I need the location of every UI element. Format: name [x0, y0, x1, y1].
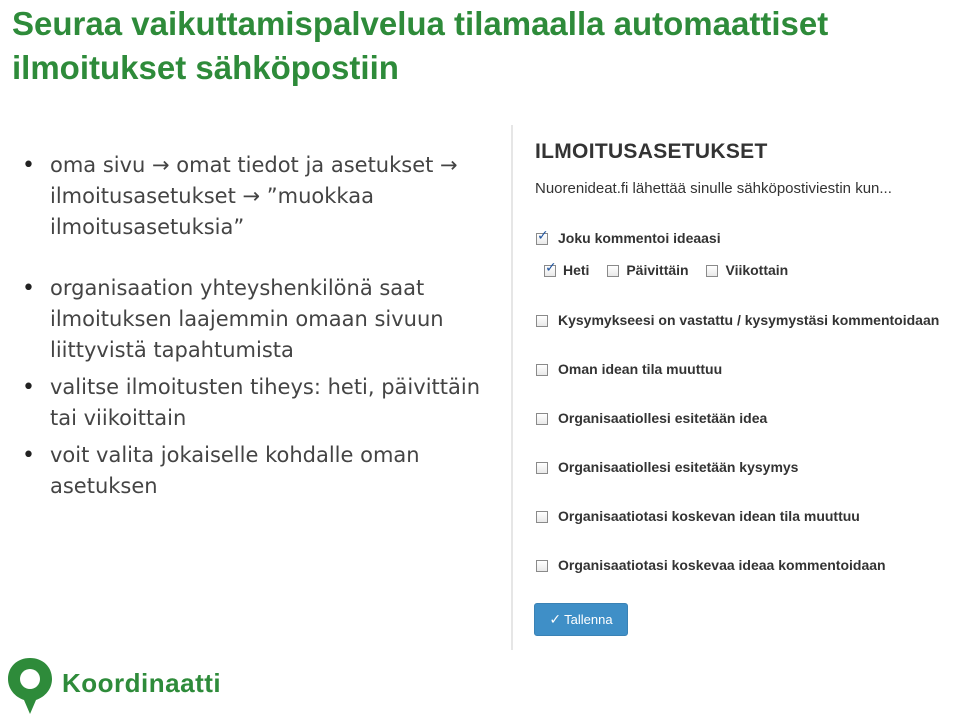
- checkbox[interactable]: [536, 364, 548, 376]
- page-title: [12, 2, 932, 90]
- list-item: • valitse ilmoitusten tiheys: heti, päivittäin tai viikoittain: [20, 372, 490, 434]
- save-label: Tallenna: [564, 612, 613, 627]
- option-label: Organisaatiotasi koskevan idean tila muuttuu: [558, 508, 860, 524]
- logo: [6, 656, 266, 716]
- frequency-options: [544, 262, 802, 278]
- option-org-question[interactable]: [536, 459, 798, 475]
- list-item: • oma sivu → omat tiedot ja asetukset → ilmoitusasetukset → ”muokkaa ilmoitusasetuksia”: [20, 150, 490, 243]
- frequency-label: Viikottain: [725, 262, 789, 278]
- option-org-idea-comment[interactable]: [536, 557, 886, 573]
- frequency-daily[interactable]: [607, 262, 688, 278]
- frequency-label: Heti: [563, 262, 590, 278]
- checkbox[interactable]: [536, 233, 548, 245]
- list-item: • voit valita jokaiselle kohdalle oman asetuksen: [20, 440, 490, 502]
- logo-text: Koordinaatti: [62, 668, 222, 698]
- divider: [511, 125, 513, 650]
- checkbox[interactable]: [706, 265, 718, 277]
- title-line-2: ilmoitukset sähköpostiin: [12, 49, 399, 86]
- frequency-weekly[interactable]: [706, 262, 788, 278]
- option-comment-on-idea[interactable]: [536, 230, 721, 246]
- checkbox[interactable]: [536, 511, 548, 523]
- checkbox[interactable]: [544, 265, 556, 277]
- option-label: Oman idean tila muuttuu: [558, 361, 723, 377]
- option-question-answered[interactable]: [536, 312, 939, 328]
- option-label: Joku kommentoi ideaasi: [558, 230, 721, 246]
- frequency-immediately[interactable]: [544, 262, 589, 278]
- option-label: Organisaatiotasi koskevaa ideaa kommentoidaan: [558, 557, 886, 573]
- title-line-1: Seuraa vaikuttamispalvelua tilamaalla automaattiset: [12, 5, 829, 42]
- panel-title: ILMOITUSASETUKSET: [535, 140, 768, 163]
- option-label: Organisaatiollesi esitetään kysymys: [558, 459, 799, 475]
- check-icon: ✓: [549, 611, 562, 628]
- option-org-idea-status[interactable]: [536, 508, 860, 524]
- list-item: • organisaation yhteyshenkilönä saat ilmoituksen laajemmin omaan sivuun liittyvistä tapahtumista: [20, 273, 490, 366]
- frequency-label: Päivittäin: [626, 262, 689, 278]
- checkbox[interactable]: [536, 560, 548, 572]
- checkbox[interactable]: [607, 265, 619, 277]
- option-own-idea-status[interactable]: [536, 361, 722, 377]
- save-button[interactable]: [534, 603, 628, 636]
- option-label: Kysymykseesi on vastattu / kysymystäsi kommentoidaan: [558, 312, 940, 328]
- instruction-list: [20, 150, 490, 502]
- checkbox[interactable]: [536, 413, 548, 425]
- checkbox[interactable]: [536, 315, 548, 327]
- checkbox[interactable]: [536, 462, 548, 474]
- option-org-idea[interactable]: [536, 410, 767, 426]
- option-label: Organisaatiollesi esitetään idea: [558, 410, 768, 426]
- speech-bubble-icon: [6, 656, 54, 716]
- panel-subtitle: Nuorenideat.fi lähettää sinulle sähköpostiviestin kun...: [535, 180, 892, 197]
